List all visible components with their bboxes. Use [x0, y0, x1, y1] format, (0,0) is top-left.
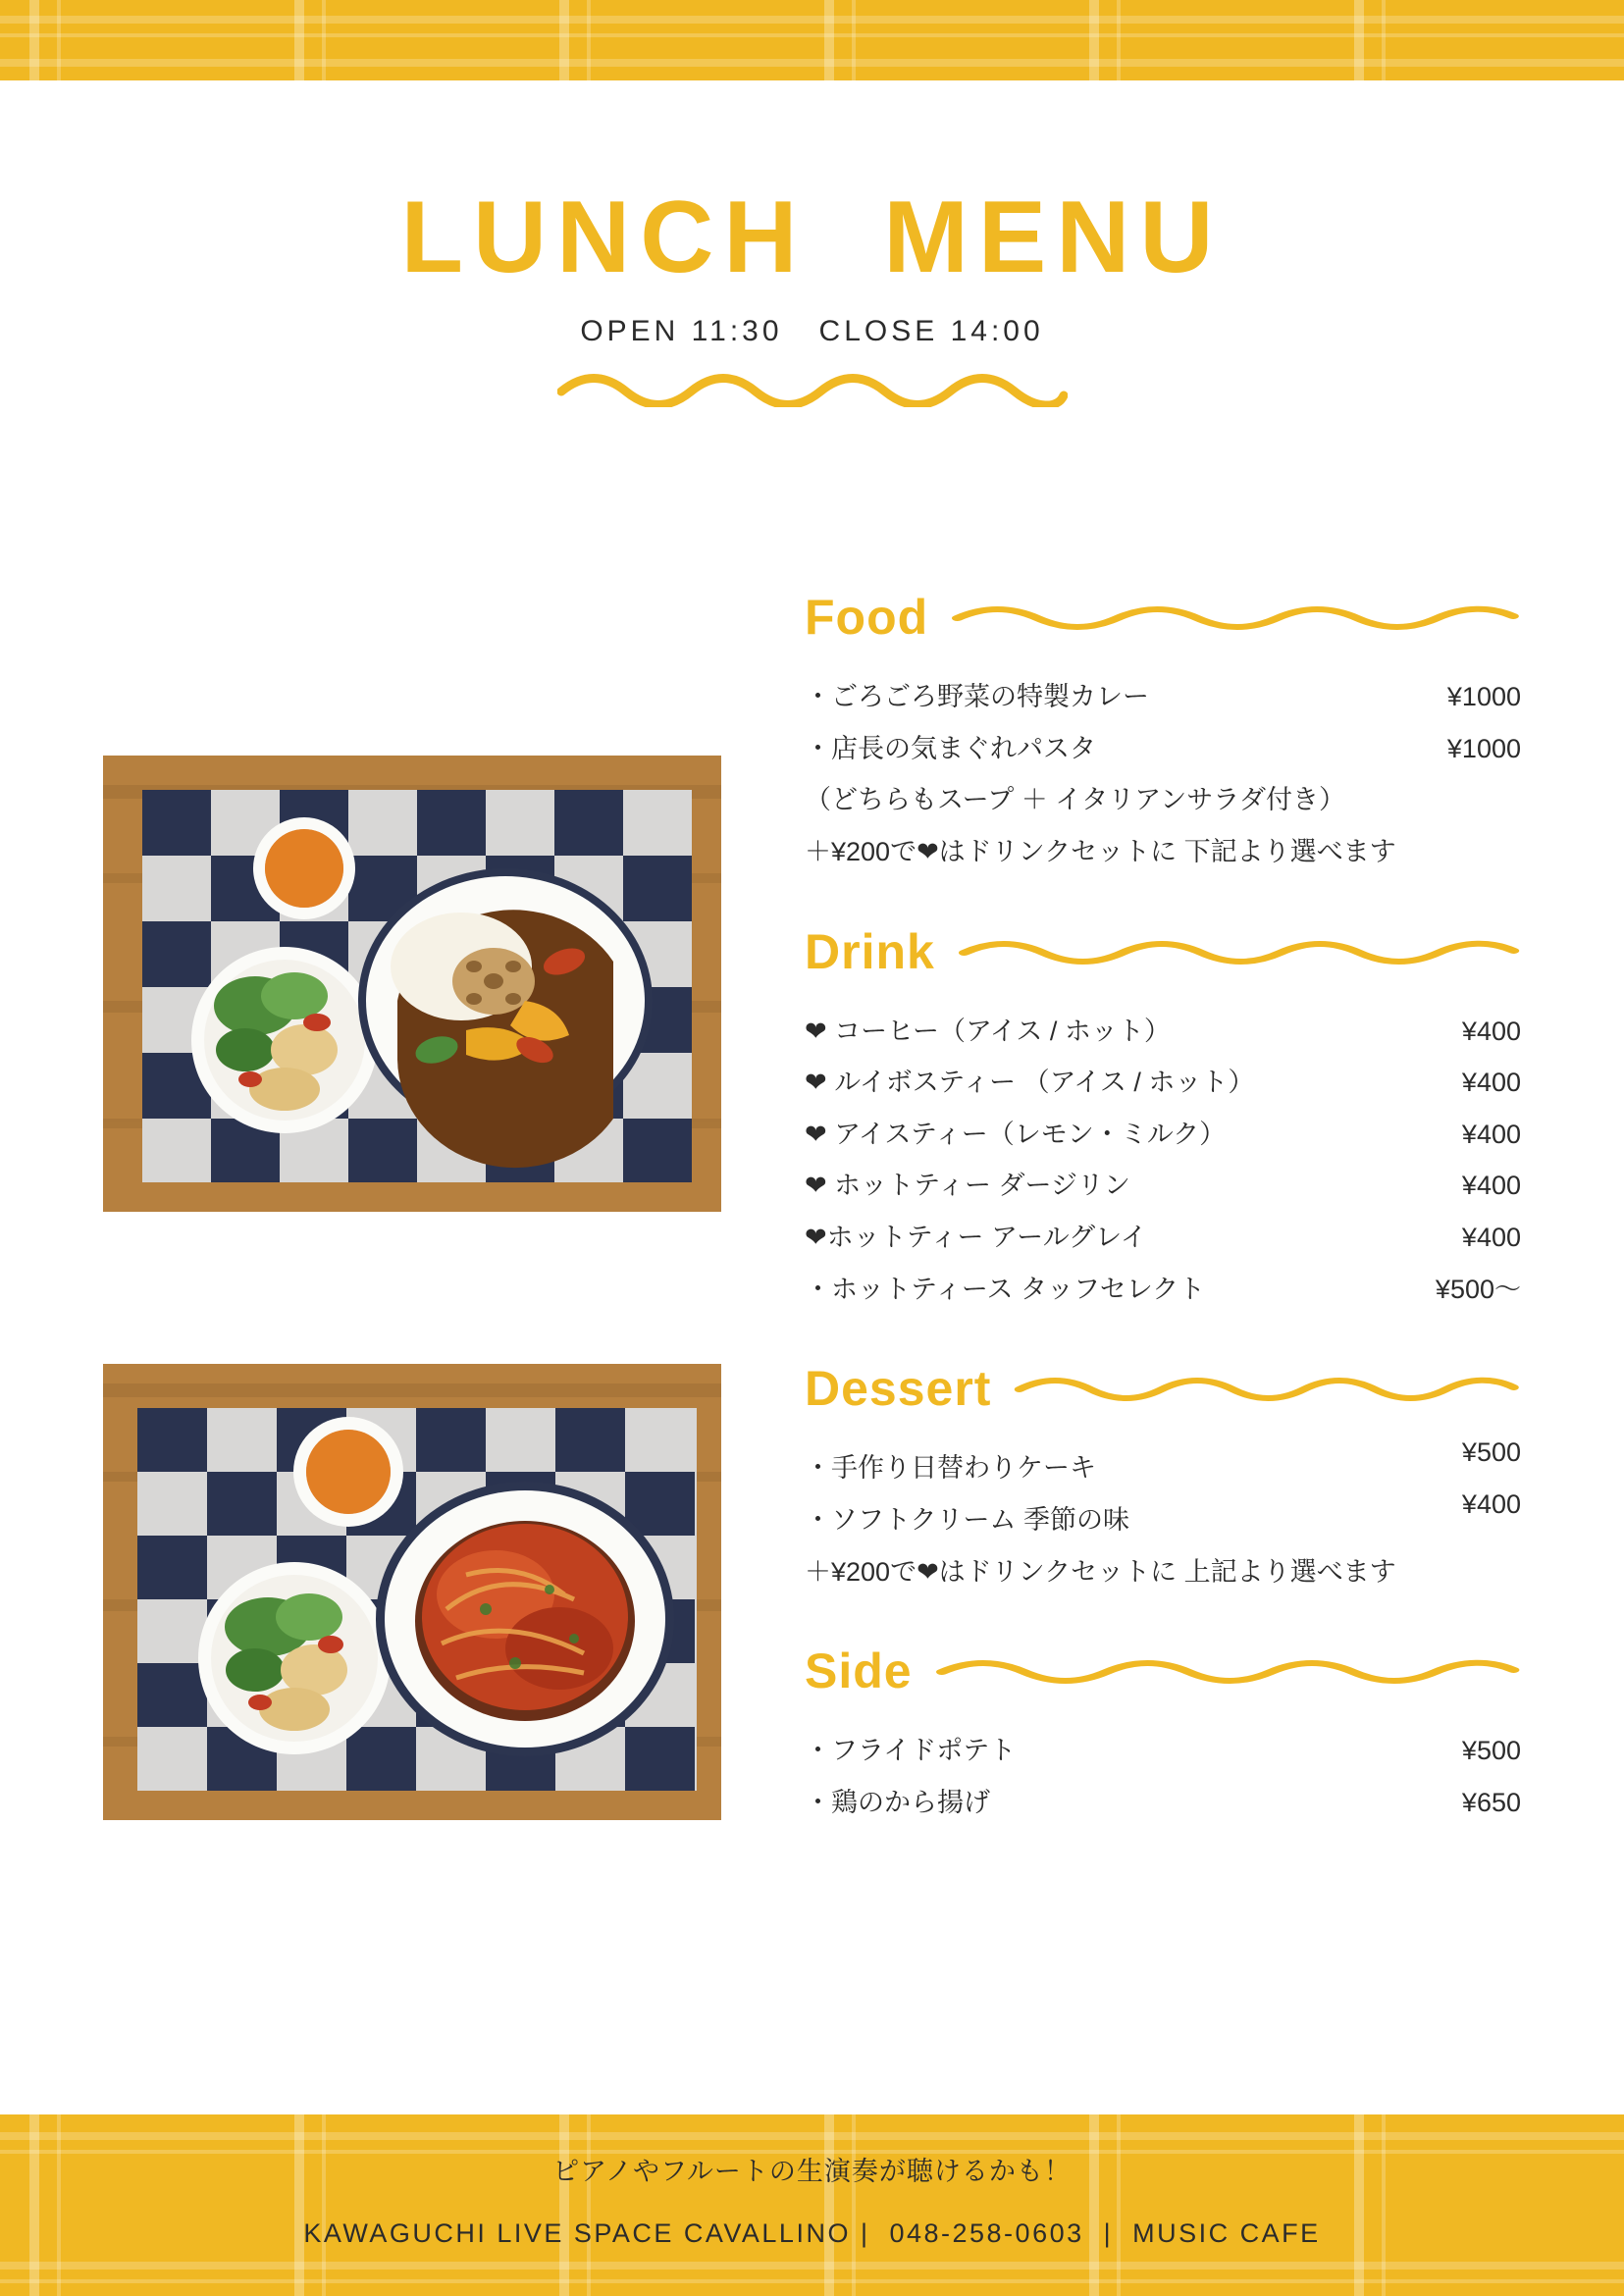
curry-plate-image [103, 756, 721, 1212]
menu-item-row [805, 1160, 1521, 1212]
plaid-stripe [0, 16, 1624, 24]
menu-item-row [805, 1057, 1521, 1109]
plaid-stripe [29, 0, 39, 80]
plaid-stripe [559, 0, 569, 80]
menu-item-row [805, 1006, 1521, 1058]
section-drink [805, 923, 1521, 1316]
menu-item-row [805, 1109, 1521, 1161]
plaid-stripe [0, 59, 1624, 67]
pasta-plate-image [103, 1364, 721, 1820]
food-note-1: （どちらもスープ ＋ イタリアンサラダ付き） [805, 785, 1345, 815]
menu-item-row [805, 1212, 1521, 1264]
menu-item-row [805, 723, 1521, 775]
item-name: ❤ アイスティー（レモン・ミルク） [805, 1119, 1227, 1149]
menu-item-row [805, 1437, 1521, 1494]
item-price: ¥500 [1461, 1437, 1521, 1468]
dessert-note: ＋¥200で❤はドリンクセットに 上記より選べます [805, 1556, 1396, 1587]
plaid-stripe [587, 0, 591, 80]
food-items [805, 671, 1521, 878]
item-name: ❤ ホットティー ダージリン [805, 1171, 1130, 1201]
dessert-items [805, 1437, 1521, 1597]
item-price: ¥650 [1461, 1787, 1521, 1817]
wave-divider-icon [557, 372, 1068, 407]
wave-divider-icon [934, 1657, 1521, 1685]
plaid-stripe [1117, 0, 1121, 80]
page-title: LUNCH MENU [400, 181, 1224, 294]
menu-item-row [805, 1264, 1521, 1316]
section-title-dessert: Dessert [805, 1361, 992, 1417]
menu-item-row [805, 1489, 1521, 1546]
section-title-drink: Drink [805, 923, 935, 979]
item-name: ❤ホットティー アールグレイ [805, 1223, 1147, 1253]
plaid-stripe [0, 2262, 1624, 2270]
item-price: ¥500 [1461, 1736, 1521, 1766]
plaid-stripe [0, 2132, 1624, 2140]
plaid-stripe [824, 0, 834, 80]
item-price: ¥1000 [1446, 733, 1521, 763]
opening-hours: OPEN 11:30 CLOSE 14:00 [580, 315, 1044, 348]
item-name: ・ごろごろ野菜の特製カレー [805, 682, 1149, 711]
wave-divider-icon [950, 603, 1521, 631]
menu-sections [805, 589, 1521, 1843]
section-title-food: Food [805, 590, 929, 645]
item-price: ¥400 [1461, 1119, 1521, 1149]
side-items [805, 1725, 1521, 1828]
plaid-stripe [1382, 0, 1386, 80]
plaid-stripe [0, 33, 1624, 37]
plaid-stripe [1354, 0, 1364, 80]
item-name: ❤ コーヒー（アイス / ホット） [805, 1016, 1171, 1046]
section-title-side: Side [805, 1644, 913, 1699]
section-head-side [805, 1643, 1521, 1699]
plaid-stripe [57, 0, 61, 80]
wave-divider-icon [957, 938, 1521, 965]
item-price: ¥400 [1461, 1223, 1521, 1253]
section-dessert [805, 1360, 1521, 1597]
footer-contact: KAWAGUCHI LIVE SPACE CAVALLINO | 048-258-0603 | MUSIC CAFE [303, 2218, 1321, 2248]
footer-tagline: ピアノやフルートの生演奏が聴けるかも！ [552, 2157, 1072, 2186]
item-price: ¥400 [1461, 1068, 1521, 1098]
plaid-stripe [0, 2279, 1624, 2283]
bottom-plaid-band [0, 2114, 1624, 2296]
food-note-2: ＋¥200で❤はドリンクセットに 下記より選べます [805, 836, 1396, 866]
item-price: ¥400 [1461, 1489, 1521, 1520]
item-name: ・鶏のから揚げ [805, 1787, 990, 1817]
menu-header [0, 182, 1624, 412]
plaid-stripe [1089, 0, 1099, 80]
photo-pasta [103, 1364, 721, 1820]
photo-curry [103, 756, 721, 1212]
drink-items [805, 1006, 1521, 1316]
plaid-stripe [852, 0, 856, 80]
item-price: ¥1000 [1446, 682, 1521, 711]
menu-item-row [805, 1725, 1521, 1777]
item-price: ¥500〜 [1435, 1274, 1521, 1304]
item-name: ・ホットティース タッフセレクト [805, 1274, 1206, 1304]
section-side [805, 1643, 1521, 1828]
menu-item-row [805, 1777, 1521, 1829]
wave-divider-icon [1013, 1375, 1521, 1402]
item-price: ¥400 [1461, 1016, 1521, 1046]
plaid-stripe [294, 0, 304, 80]
section-head-food [805, 589, 1521, 646]
item-name: ・店長の気まぐれパスタ [805, 733, 1096, 763]
section-head-drink [805, 923, 1521, 980]
section-head-dessert [805, 1360, 1521, 1417]
plaid-stripe [322, 0, 326, 80]
item-name: ・手作り日替わりケーキ [805, 1453, 1096, 1484]
item-name: ・フライドポテト [805, 1736, 1017, 1766]
section-food [805, 589, 1521, 878]
item-price: ¥400 [1461, 1171, 1521, 1201]
menu-item-row [805, 671, 1521, 723]
item-name: ・ソフトクリーム 季節の味 [805, 1505, 1129, 1536]
item-name: ❤ ルイボスティー （アイス / ホット） [805, 1068, 1255, 1098]
top-plaid-band [0, 0, 1624, 80]
